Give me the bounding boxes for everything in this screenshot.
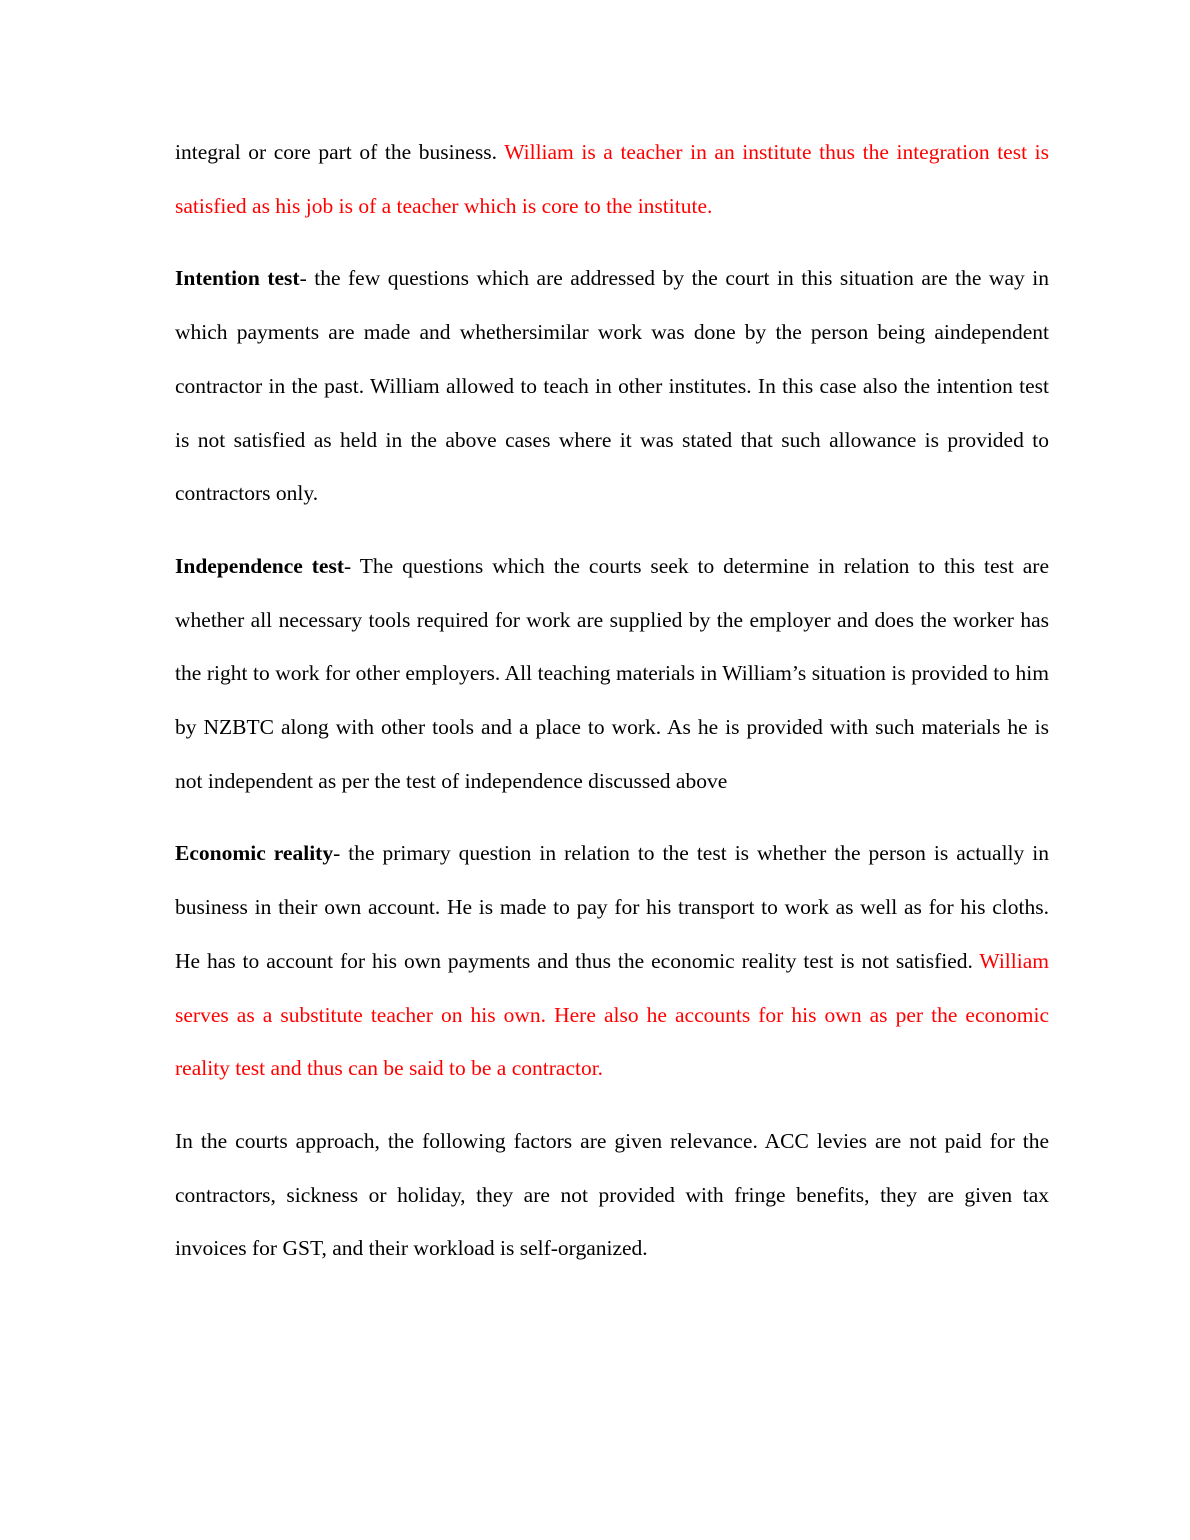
highlighted-text: William is a teacher in an institute thus the integration test is satisfied as his job is of a teacher which is core to the institute.: [175, 140, 1049, 218]
paragraph-courts-approach: [175, 1115, 1049, 1276]
paragraph-heading: Independence test: [175, 553, 344, 578]
highlighted-text: William serves as a substitute teacher on his own. Here also he accounts for his own as per the economic reality test and thus can be said to be a contractor.: [175, 948, 1049, 1081]
paragraph-integration-test: [175, 126, 1049, 233]
paragraph-text: - the few questions which are addressed by the court in this situation are the way in which payments are made and whethersimilar work was done by the person being aindependent contractor in the past. William allowed to teach in other institutes. In this case also the intention test is not satisfied as held in the above cases where it was stated that such allowance is provided to contractors only.: [175, 266, 1049, 506]
paragraph-text: - The questions which the courts seek to determine in relation to this test are whether all necessary tools required for work are supplied by the employer and does the worker has the right to work for other employers. All teaching materials in William’s situation is provided to him by NZBTC along with other tools and a place to work. As he is provided with such materials he is not independent as per the test of independence discussed above: [175, 553, 1049, 793]
paragraph-text: - the primary question in relation to the test is whether the person is actually in business in their own account. He is made to pay for his transport to work as well as for his cloths. He has to account for his own payments and thus the economic reality test is not satisfied.: [175, 841, 1049, 973]
paragraph-text: integral or core part of the business.: [175, 140, 505, 164]
paragraph-heading: Economic reality: [175, 841, 334, 866]
paragraph-independence-test: [175, 540, 1049, 809]
paragraph-intention-test: [175, 252, 1049, 521]
paragraph-heading: Intention test: [175, 266, 300, 291]
document-page: [175, 126, 1049, 1295]
paragraph-text: In the courts approach, the following factors are given relevance. ACC levies are not paid for the contractors, sickness or holiday, they are not provided with fringe benefits, they are given tax invoices for GST, and their workload is self-organized.: [175, 1128, 1049, 1261]
paragraph-economic-reality: [175, 827, 1049, 1096]
